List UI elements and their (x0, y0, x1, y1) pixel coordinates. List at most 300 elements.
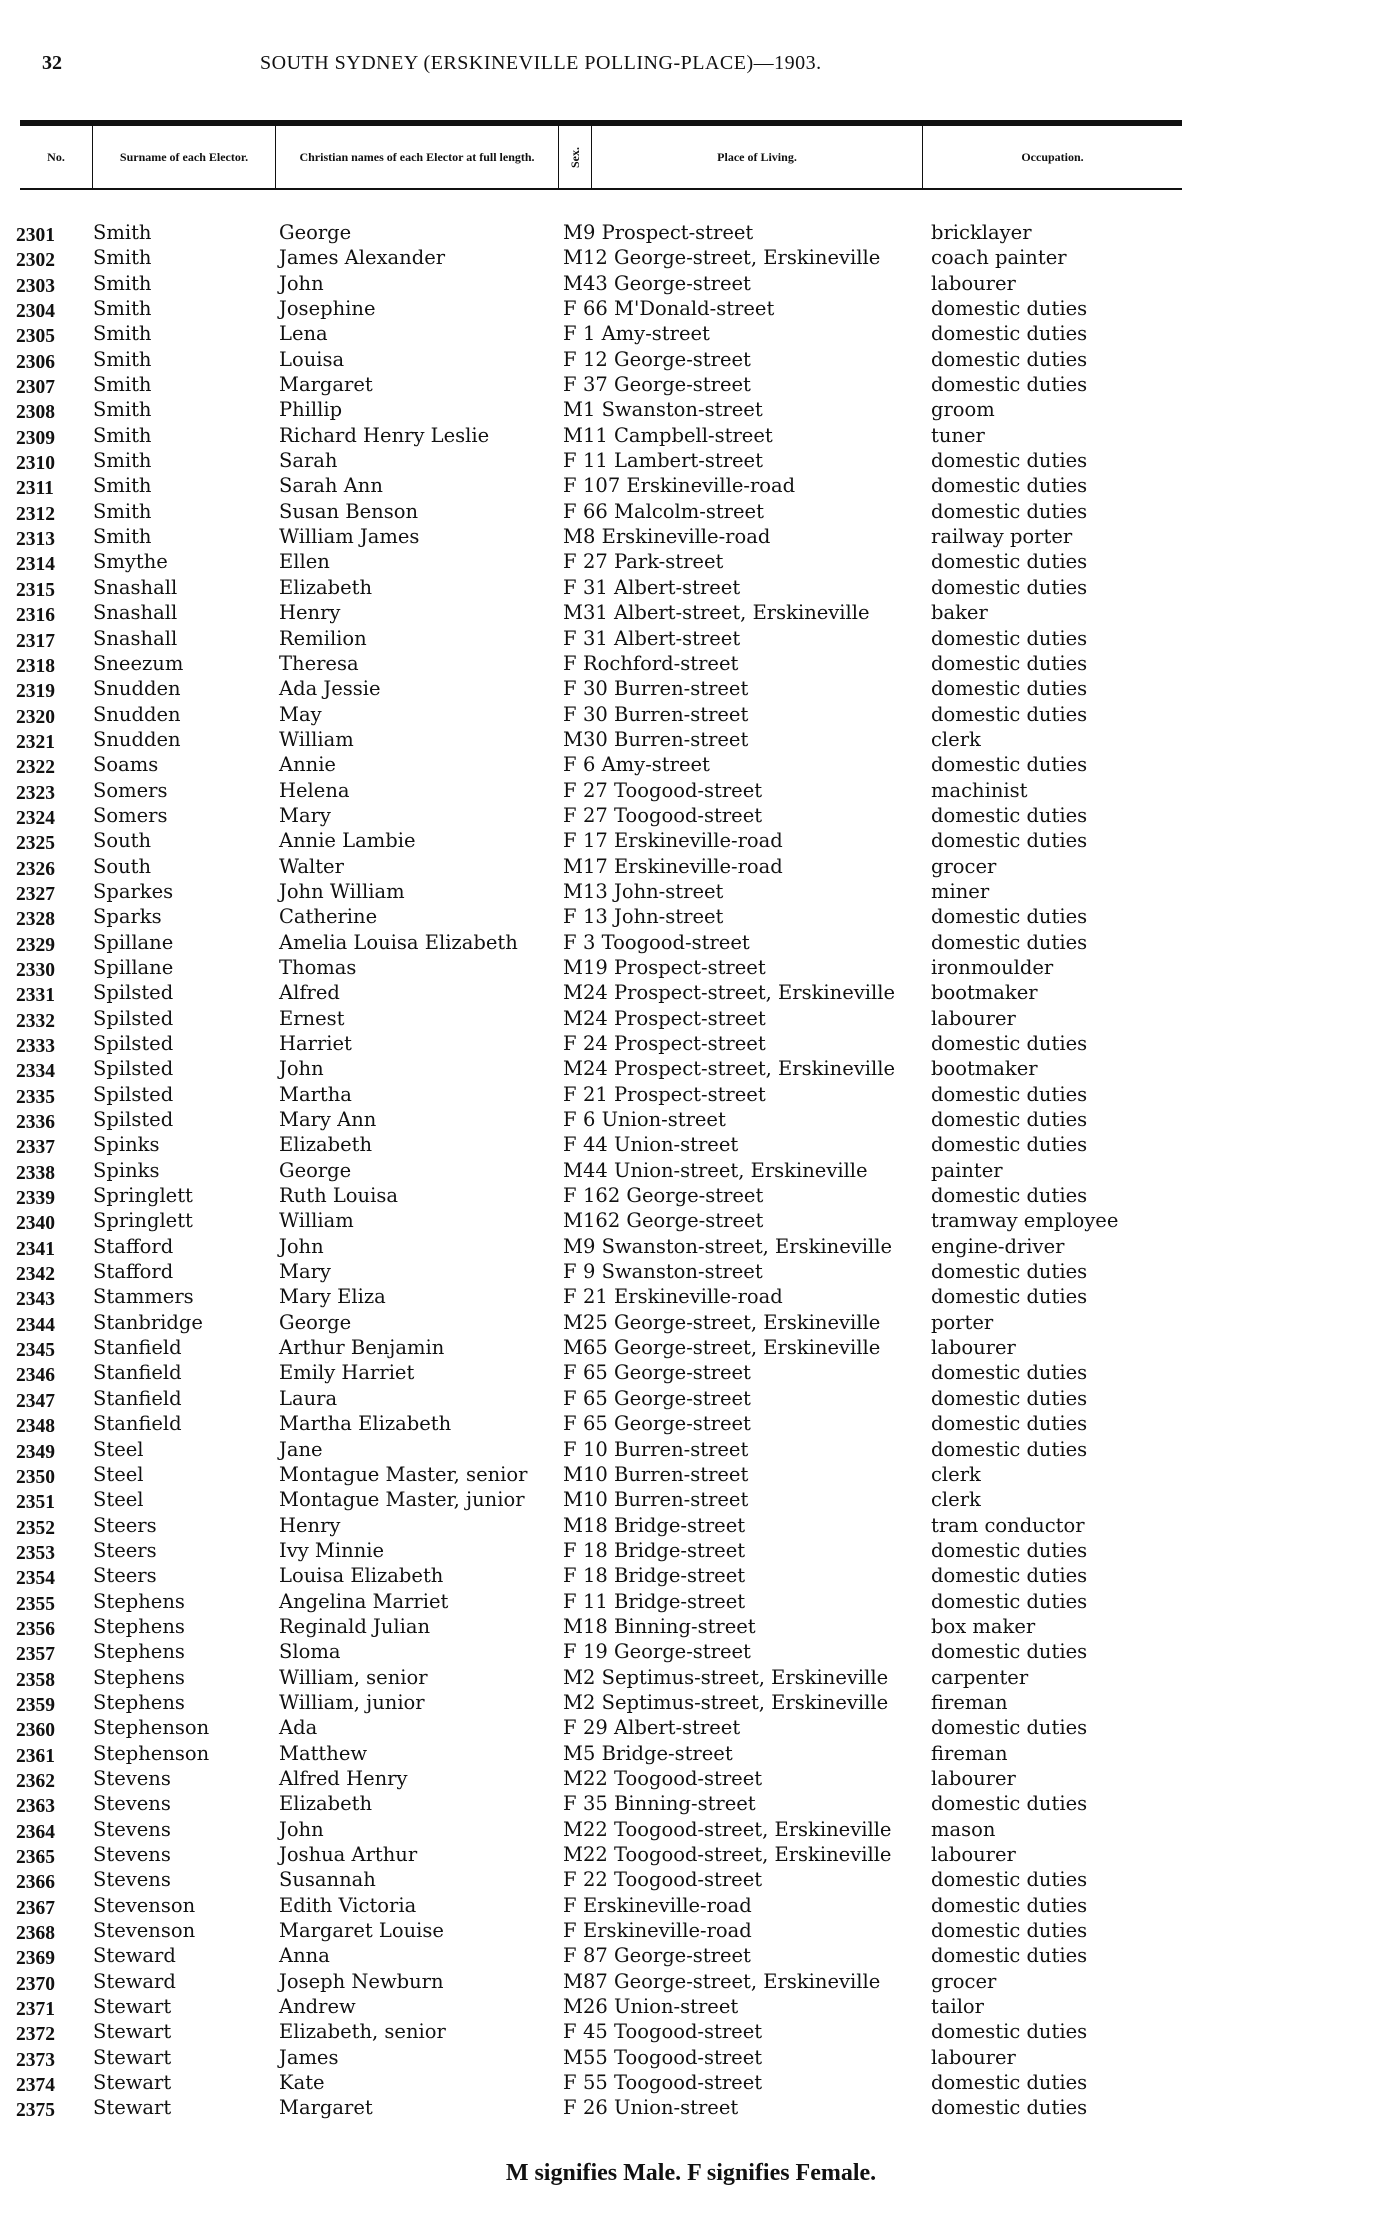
elector-surname: Stevens (93, 1868, 171, 1892)
elector-number: 2331 (16, 985, 55, 1007)
table-row (0, 1259, 1382, 1284)
table-row (0, 1310, 1382, 1335)
elector-occupation: grocer (931, 854, 997, 878)
elector-place-of-living: 65 George-street (583, 1361, 751, 1385)
elector-place-of-living: 9 Swanston-street, Erskineville (583, 1234, 893, 1258)
table-row (0, 2095, 1382, 2120)
elector-christian-names: Ernest (279, 1006, 345, 1030)
elector-number: 2302 (16, 250, 55, 272)
table-row (0, 575, 1382, 600)
elector-christian-names: Margaret (279, 373, 373, 397)
elector-place-of-living: 31 Albert-street (583, 626, 741, 650)
elector-number: 2366 (16, 1872, 55, 1894)
elector-sex: F (563, 1437, 577, 1461)
elector-occupation: domestic duties (931, 1032, 1088, 1055)
table-row (0, 2070, 1382, 2095)
table-row (0, 1234, 1382, 1259)
elector-number: 2350 (16, 1466, 55, 1488)
footer-legend: M signifies Male. F signifies Female. (505, 2160, 877, 2186)
elector-occupation: domestic duties (931, 297, 1088, 321)
elector-number: 2357 (16, 1644, 55, 1666)
elector-christian-names: John (279, 1817, 324, 1841)
elector-number: 2330 (16, 959, 55, 981)
elector-place-of-living: 10 Burren-street (583, 1462, 749, 1486)
elector-occupation: bootmaker (931, 981, 1038, 1005)
elector-occupation: tramway employee (931, 1209, 1119, 1233)
elector-occupation: domestic duties (931, 1538, 1088, 1562)
elector-sex: F (563, 2020, 577, 2044)
elector-sex: F (563, 905, 577, 929)
elector-surname: Stevens (93, 1766, 171, 1790)
elector-surname: Steel (93, 1437, 144, 1461)
elector-surname: Spilsted (93, 1006, 174, 1030)
elector-surname: Stewart (93, 2020, 172, 2044)
table-row (0, 1056, 1382, 1081)
elector-number: 2374 (16, 2075, 55, 2097)
elector-surname: Stanfield (93, 1336, 182, 1360)
elector-sex: F (563, 297, 577, 321)
elector-number: 2326 (16, 858, 55, 880)
elector-occupation: domestic duties (931, 322, 1088, 346)
elector-place-of-living: 11 Campbell-street (583, 423, 773, 447)
elector-sex: F (563, 1640, 577, 1664)
elector-number: 2308 (16, 402, 55, 424)
elector-occupation: domestic duties (931, 347, 1088, 371)
elector-occupation: labourer (931, 1766, 1016, 1790)
elector-place-of-living: 2 Septimus-street, Erskineville (583, 1690, 889, 1714)
elector-surname: Snashall (93, 575, 178, 599)
elector-place-of-living: 35 Binning-street (583, 1792, 756, 1816)
elector-number: 2341 (16, 1238, 55, 1260)
elector-occupation: domestic duties (931, 1082, 1088, 1106)
elector-number: 2363 (16, 1796, 55, 1818)
elector-christian-names: Ada Jessie (279, 677, 381, 701)
elector-christian-names: George (279, 1158, 352, 1182)
elector-number: 2309 (16, 427, 55, 449)
elector-number: 2310 (16, 453, 55, 475)
table-row (0, 1335, 1382, 1360)
table-row (0, 1614, 1382, 1639)
table-row (0, 372, 1382, 397)
elector-christian-names: John William (279, 879, 405, 903)
elector-surname: Spillane (93, 955, 174, 979)
elector-sex: F (563, 1032, 577, 1055)
elector-place-of-living: 24 Prospect-street (583, 1006, 766, 1030)
table-row (0, 473, 1382, 498)
table-row (0, 1132, 1382, 1157)
elector-occupation: tuner (931, 423, 985, 447)
elector-sex: M (563, 1766, 583, 1790)
elector-number: 2353 (16, 1542, 55, 1564)
elector-number: 2319 (16, 681, 55, 703)
elector-christian-names: Elizabeth (279, 1792, 373, 1816)
elector-occupation: domestic duties (931, 449, 1088, 473)
elector-occupation: domestic duties (931, 2020, 1088, 2044)
elector-sex: F (563, 829, 577, 853)
elector-number: 2361 (16, 1745, 55, 1767)
elector-place-of-living: 19 George-street (583, 1640, 751, 1664)
table-row (0, 980, 1382, 1005)
column-header-place: Place of Living. (717, 149, 797, 164)
table-row (0, 1386, 1382, 1411)
elector-surname: Somers (93, 803, 168, 827)
elector-surname: Spilsted (93, 1108, 174, 1132)
elector-christian-names: Emily Harriet (279, 1361, 415, 1385)
elector-number: 2342 (16, 1264, 55, 1286)
elector-place-of-living: 11 Bridge-street (583, 1589, 746, 1613)
elector-christian-names: Andrew (279, 1995, 356, 2019)
table-row (0, 271, 1382, 296)
elector-occupation: domestic duties (931, 499, 1088, 523)
table-row (0, 1487, 1382, 1512)
elector-christian-names: Sarah Ann (279, 474, 383, 498)
elector-surname: Spinks (93, 1133, 160, 1157)
elector-occupation: labourer (931, 2045, 1016, 2069)
elector-sex: M (563, 1209, 583, 1233)
elector-christian-names: Martha Elizabeth (279, 1412, 452, 1436)
elector-number: 2362 (16, 1770, 55, 1792)
elector-place-of-living: 44 Union-street (583, 1133, 739, 1157)
elector-surname: Smith (93, 449, 152, 473)
elector-surname: Spillane (93, 930, 174, 954)
elector-sex: M (563, 1310, 583, 1334)
elector-place-of-living: 6 Union-street (583, 1108, 726, 1132)
elector-place-of-living: 24 Prospect-street, Erskineville (583, 1057, 896, 1081)
column-header-occupation: Occupation. (1021, 149, 1084, 164)
elector-occupation: labourer (931, 271, 1016, 295)
elector-place-of-living: 27 Toogood-street (583, 803, 763, 827)
elector-occupation: domestic duties (931, 1386, 1088, 1410)
table-row (0, 1563, 1382, 1588)
elector-number: 2359 (16, 1694, 55, 1716)
elector-number: 2315 (16, 579, 55, 601)
elector-occupation: mason (931, 1817, 996, 1841)
table-row (0, 1208, 1382, 1233)
elector-number: 2337 (16, 1137, 55, 1159)
table-row (0, 220, 1382, 245)
elector-number: 2335 (16, 1086, 55, 1108)
table-row (0, 752, 1382, 777)
column-header-surname: Surname of each Elector. (119, 149, 249, 164)
table-row (0, 524, 1382, 549)
elector-christian-names: John (279, 271, 324, 295)
elector-christian-names: Josephine (279, 297, 376, 321)
elector-number: 2338 (16, 1162, 55, 1184)
elector-number: 2370 (16, 1973, 55, 1995)
elector-sex: F (563, 575, 577, 599)
elector-christian-names: Phillip (279, 398, 343, 422)
elector-number: 2351 (16, 1492, 55, 1514)
table-row (0, 1969, 1382, 1994)
elector-christian-names: Helena (279, 778, 350, 802)
elector-sex: F (563, 651, 577, 675)
table-row (0, 1031, 1382, 1056)
elector-christian-names: Henry (279, 601, 341, 625)
table-row (0, 245, 1382, 270)
elector-surname: Spilsted (93, 1032, 174, 1055)
elector-surname: Smith (93, 398, 152, 422)
elector-occupation: grocer (931, 1969, 997, 1993)
table-row (0, 1082, 1382, 1107)
elector-place-of-living: 37 George-street (583, 373, 751, 397)
elector-place-of-living: 1 Amy-street (583, 322, 710, 346)
elector-number: 2312 (16, 503, 55, 525)
elector-number: 2368 (16, 1923, 55, 1945)
elector-place-of-living: 1 Swanston-street (583, 398, 763, 422)
elector-occupation: domestic duties (931, 1437, 1088, 1461)
elector-place-of-living: 30 Burren-street (583, 677, 749, 701)
elector-christian-names: John (279, 1234, 324, 1258)
elector-number: 2317 (16, 630, 55, 652)
elector-sex: F (563, 1285, 577, 1309)
elector-place-of-living: 25 George-street, Erskineville (583, 1310, 881, 1334)
elector-surname: Soams (93, 753, 159, 777)
elector-place-of-living: 18 Bridge-street (583, 1513, 746, 1537)
elector-number: 2305 (16, 326, 55, 348)
table-row (0, 879, 1382, 904)
elector-number: 2356 (16, 1618, 55, 1640)
elector-place-of-living: 44 Union-street, Erskineville (583, 1158, 868, 1182)
elector-occupation: domestic duties (931, 1564, 1088, 1588)
elector-occupation: domestic duties (931, 1589, 1088, 1613)
elector-number: 2307 (16, 377, 55, 399)
table-row (0, 1715, 1382, 1740)
elector-sex: M (563, 1513, 583, 1537)
elector-number: 2358 (16, 1669, 55, 1691)
elector-place-of-living: 55 Toogood-street (583, 2045, 763, 2069)
elector-surname: Steers (93, 1564, 157, 1588)
elector-number: 2371 (16, 1999, 55, 2021)
elector-sex: F (563, 1133, 577, 1157)
elector-occupation: ironmoulder (931, 955, 1054, 979)
table-row (0, 626, 1382, 651)
elector-sex: M (563, 221, 583, 244)
elector-occupation: domestic duties (931, 1944, 1088, 1968)
elector-place-of-living: 30 Burren-street (583, 727, 749, 751)
elector-occupation: tailor (931, 1995, 984, 2019)
elector-occupation: domestic duties (931, 1868, 1088, 1892)
elector-surname: Spilsted (93, 1082, 174, 1106)
elector-place-of-living: 26 Union-street (583, 1995, 739, 2019)
elector-sex: M (563, 854, 583, 878)
elector-number: 2336 (16, 1112, 55, 1134)
elector-surname: Steward (93, 1944, 176, 1968)
elector-christian-names: Joseph Newburn (279, 1969, 444, 1993)
elector-sex: M (563, 955, 583, 979)
elector-place-of-living: 21 Erskineville-road (583, 1285, 783, 1309)
elector-number: 2375 (16, 2100, 55, 2122)
table-row (0, 1842, 1382, 1867)
elector-place-of-living: 27 Park-street (583, 550, 724, 574)
table-row (0, 828, 1382, 853)
elector-sex: F (563, 1184, 577, 1208)
elector-place-of-living: 19 Prospect-street (583, 955, 766, 979)
elector-sex: F (563, 373, 577, 397)
elector-sex: M (563, 879, 583, 903)
elector-occupation: porter (931, 1310, 994, 1334)
elector-christian-names: Annie (279, 753, 336, 777)
elector-surname: Stevens (93, 1817, 171, 1841)
elector-sex: F (563, 1564, 577, 1588)
elector-christian-names: Elizabeth (279, 1133, 373, 1157)
table-row (0, 1943, 1382, 1968)
elector-number: 2365 (16, 1847, 55, 1868)
elector-number: 2343 (16, 1289, 55, 1311)
elector-sex: M (563, 2045, 583, 2069)
elector-place-of-living: 26 Union-street (583, 2096, 739, 2120)
elector-surname: Somers (93, 778, 168, 802)
table-row (0, 423, 1382, 448)
elector-sex: F (563, 702, 577, 726)
elector-place-of-living: 87 George-street, Erskineville (583, 1969, 881, 1993)
elector-occupation: tram conductor (931, 1513, 1085, 1537)
elector-surname: Stevens (93, 1792, 171, 1816)
elector-place-of-living: 18 Binning-street (583, 1614, 756, 1638)
elector-occupation: domestic duties (931, 651, 1088, 675)
elector-sex: F (563, 499, 577, 523)
elector-occupation: painter (931, 1158, 1003, 1182)
elector-number: 2354 (16, 1568, 55, 1590)
elector-number: 2346 (16, 1365, 55, 1387)
elector-christian-names: Ellen (279, 550, 330, 574)
elector-place-of-living: 65 George-street, Erskineville (583, 1336, 881, 1360)
header-rule-bottom (20, 188, 1182, 190)
elector-surname: Smith (93, 525, 152, 549)
elector-christian-names: Henry (279, 1513, 341, 1537)
elector-occupation: domestic duties (931, 1133, 1088, 1157)
table-row (0, 930, 1382, 955)
elector-christian-names: Louisa Elizabeth (279, 1564, 444, 1588)
elector-christian-names: Lena (279, 322, 328, 346)
elector-place-of-living: 30 Burren-street (583, 702, 749, 726)
elector-place-of-living: 66 Malcolm-street (583, 499, 764, 523)
table-row (0, 854, 1382, 879)
elector-occupation: domestic duties (931, 474, 1088, 498)
elector-place-of-living: 12 George-street (583, 347, 751, 371)
table-row (0, 549, 1382, 574)
elector-occupation: domestic duties (931, 550, 1088, 574)
table-row (0, 778, 1382, 803)
elector-sex: F (563, 930, 577, 954)
elector-occupation: labourer (931, 1006, 1016, 1030)
table-row (0, 1994, 1382, 2019)
elector-sex: F (563, 803, 577, 827)
elector-surname: Smith (93, 423, 152, 447)
elector-sex: F (563, 1082, 577, 1106)
elector-occupation: domestic duties (931, 575, 1088, 599)
elector-occupation: box maker (931, 1614, 1036, 1638)
elector-christian-names: Sarah (279, 449, 338, 473)
elector-sex: M (563, 1158, 583, 1182)
elector-sex: F (563, 550, 577, 574)
elector-sex: M (563, 525, 583, 549)
elector-place-of-living: 21 Prospect-street (583, 1082, 766, 1106)
elector-number: 2324 (16, 807, 55, 829)
elector-christian-names: Sloma (279, 1640, 341, 1664)
elector-christian-names: Susannah (279, 1868, 376, 1892)
elector-occupation: carpenter (931, 1665, 1029, 1689)
elector-christian-names: Martha (279, 1082, 352, 1106)
elector-sex: M (563, 1690, 583, 1714)
elector-surname: Snashall (93, 601, 178, 625)
elector-sex: F (563, 1538, 577, 1562)
table-row (0, 955, 1382, 980)
elector-christian-names: William (279, 727, 354, 751)
elector-surname: Stewart (93, 1995, 172, 2019)
table-row (0, 1513, 1382, 1538)
elector-sex: F (563, 677, 577, 701)
elector-christian-names: Edith Victoria (279, 1893, 417, 1917)
elector-number: 2322 (16, 757, 55, 779)
elector-surname: Stanfield (93, 1361, 182, 1385)
elector-christian-names: May (279, 702, 322, 726)
elector-occupation: domestic duties (931, 905, 1088, 929)
elector-christian-names: Jane (279, 1437, 323, 1461)
elector-occupation: domestic duties (931, 1919, 1088, 1943)
elector-surname: Smith (93, 271, 152, 295)
elector-christian-names: Angelina Marriet (279, 1589, 449, 1613)
column-header-no: No. (47, 149, 65, 164)
elector-place-of-living: 162 George-street (583, 1184, 764, 1208)
elector-surname: Stafford (93, 1260, 174, 1284)
elector-surname: Snudden (93, 677, 181, 701)
page-number: 32 (42, 52, 62, 74)
elector-occupation: domestic duties (931, 373, 1088, 397)
elector-christian-names: Louisa (279, 347, 345, 371)
elector-christian-names: Elizabeth (279, 575, 373, 599)
elector-sex: M (563, 246, 583, 270)
elector-place-of-living: 17 Erskineville-road (583, 829, 783, 853)
elector-surname: Springlett (93, 1209, 193, 1233)
elector-place-of-living: 18 Bridge-street (583, 1564, 746, 1588)
elector-surname: Smith (93, 373, 152, 397)
elector-number: 2344 (16, 1314, 55, 1336)
table-row (0, 1437, 1382, 1462)
elector-number: 2355 (16, 1593, 55, 1615)
elector-number: 2329 (16, 934, 55, 956)
elector-surname: Smith (93, 322, 152, 346)
elector-occupation: clerk (931, 1462, 981, 1486)
elector-christian-names: Annie Lambie (279, 829, 416, 853)
elector-number: 2301 (16, 225, 55, 246)
elector-sex: M (563, 1336, 583, 1360)
table-row (0, 2045, 1382, 2070)
elector-occupation: domestic duties (931, 1361, 1088, 1385)
elector-christian-names: Mary (279, 803, 331, 827)
elector-surname: Stevenson (93, 1893, 196, 1917)
elector-sex: M (563, 1462, 583, 1486)
elector-place-of-living: 6 Amy-street (583, 753, 710, 777)
table-row (0, 651, 1382, 676)
table-row (0, 1867, 1382, 1892)
elector-place-of-living: 65 George-street (583, 1412, 751, 1436)
elector-surname: Stephenson (93, 1716, 210, 1740)
table-row (0, 904, 1382, 929)
elector-occupation: fireman (931, 1741, 1008, 1765)
elector-surname: Stephens (93, 1640, 185, 1664)
elector-sex: M (563, 398, 583, 422)
elector-place-of-living: 9 Swanston-street (583, 1260, 763, 1284)
elector-occupation: domestic duties (931, 829, 1088, 853)
elector-number: 2373 (16, 2049, 55, 2071)
elector-christian-names: Joshua Arthur (279, 1843, 418, 1866)
elector-sex: F (563, 1386, 577, 1410)
elector-sex: F (563, 1792, 577, 1816)
elector-sex: F (563, 753, 577, 777)
table-row (0, 1589, 1382, 1614)
elector-christian-names: Mary Eliza (279, 1285, 386, 1309)
elector-christian-names: Matthew (279, 1741, 368, 1765)
